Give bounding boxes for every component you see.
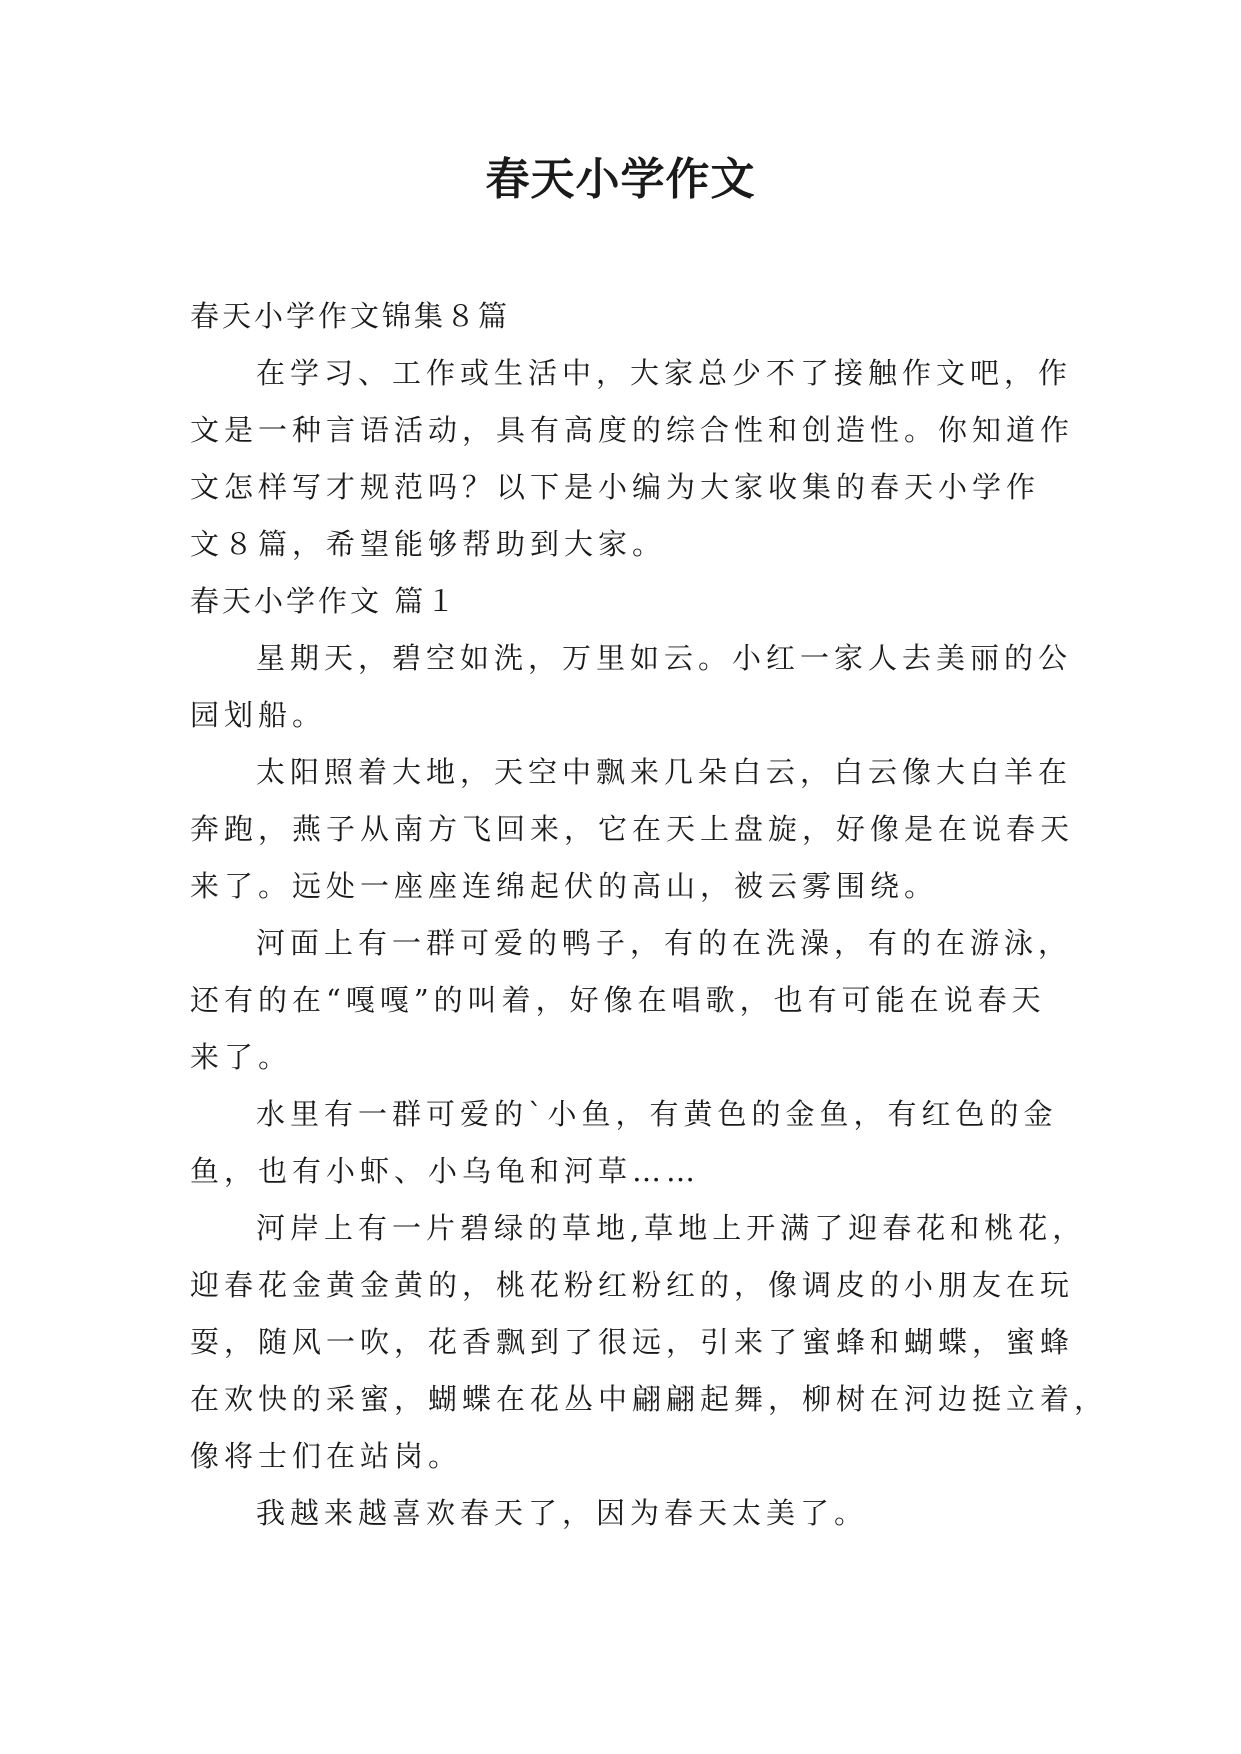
- text-line: 我越来越喜欢春天了，因为春天太美了。: [256, 1496, 869, 1530]
- text-line: 文是一种言语活动，具有高度的综合性和创造性。你知道作: [190, 413, 1075, 447]
- text-line: 来了。: [190, 1040, 293, 1074]
- text-line: 像将士们在站岗。: [190, 1439, 463, 1473]
- document-title: 春天小学作文: [485, 154, 756, 205]
- text-line: 园划船。: [190, 698, 327, 732]
- text-line: 在欢快的采蜜，蝴蝶在花丛中翩翩起舞，柳树在河边挺立着，: [190, 1382, 1109, 1416]
- paragraph: [190, 1086, 1058, 1200]
- document-body: [190, 288, 1109, 1542]
- text-line: 河岸上有一片碧绿的草地,草地上开满了迎春花和桃花，: [256, 1211, 1087, 1245]
- section-heading: 春天小学作文 篇１: [190, 584, 459, 618]
- text-line: 来了。远处一座座连绵起伏的高山，被云雾围绕。: [190, 869, 939, 903]
- paragraph: [190, 1200, 1109, 1485]
- paragraph: [190, 630, 1073, 744]
- text-line: 奔跑，燕子从南方飞回来，它在天上盘旋，好像是在说春天: [190, 812, 1075, 846]
- text-line: 还有的在“嘎嘎”的叫着，好像在唱歌，也有可能在说春天: [190, 983, 1046, 1017]
- collection-heading: 春天小学作文锦集８篇: [190, 299, 511, 333]
- text-line: 耍，随风一吹，花香飘到了很远，引来了蜜蜂和蝴蝶，蜜蜂: [190, 1325, 1075, 1359]
- paragraph: [190, 744, 1075, 915]
- text-line: 文怎样写才规范吗？以下是小编为大家收集的春天小学作: [190, 470, 1041, 504]
- text-line: 河面上有一群可爱的鸭子，有的在洗澡，有的在游泳，: [256, 926, 1073, 960]
- text-line: 在学习、工作或生活中，大家总少不了接触作文吧，作: [256, 356, 1073, 390]
- text-line: 迎春花金黄金黄的，桃花粉红粉红的，像调皮的小朋友在玩: [190, 1268, 1075, 1302]
- paragraph: [190, 1485, 1050, 1542]
- paragraph: [190, 915, 1073, 1086]
- text-line: 太阳照着大地，天空中飘来几朵白云，白云像大白羊在: [256, 755, 1073, 789]
- intro-paragraph: [190, 345, 1075, 573]
- text-line: 文８篇，希望能够帮助到大家。: [190, 527, 667, 561]
- text-line: 鱼，也有小虾、小乌龟和河草……: [190, 1154, 701, 1188]
- text-line: 星期天，碧空如洗，万里如云。小红一家人去美丽的公: [256, 641, 1073, 675]
- text-line: 水里有一群可爱的`小鱼，有黄色的金鱼，有红色的金: [256, 1097, 1058, 1131]
